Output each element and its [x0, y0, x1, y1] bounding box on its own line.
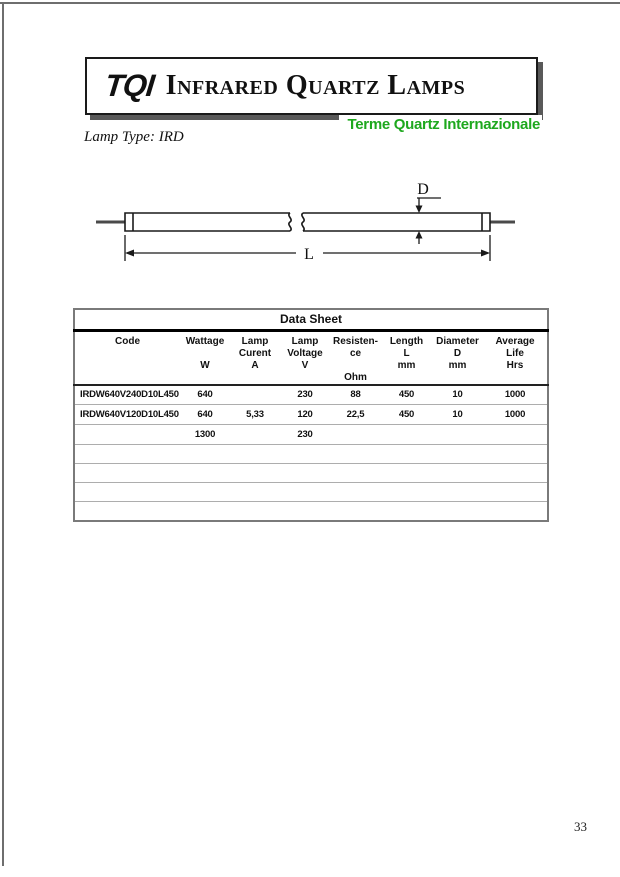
- table-row: [74, 425, 548, 445]
- table-row-empty: [74, 502, 548, 521]
- col-header-lamp-voltage: Lamp Voltage V: [280, 330, 330, 385]
- page-border-top: [0, 2, 620, 4]
- col-header-wattage: Wattage W: [180, 330, 230, 385]
- cell-length: 450: [381, 405, 432, 425]
- table-row: [74, 405, 548, 425]
- cell-wattage: 640: [180, 405, 230, 425]
- cell-resistence: [330, 425, 381, 445]
- page-border-left: [2, 2, 4, 866]
- cell-life: 1000: [483, 385, 548, 405]
- lamp-diagram: [93, 180, 518, 265]
- cell-diameter: 10: [432, 385, 483, 405]
- cell-life: 1000: [483, 405, 548, 425]
- table-row-empty: [74, 483, 548, 502]
- tqi-logo: TQI: [103, 68, 156, 103]
- cell-resistence: 88: [330, 385, 381, 405]
- cell-code: [74, 425, 180, 445]
- table-row-empty: [74, 464, 548, 483]
- table-row: [74, 385, 548, 405]
- col-header-length: Length L mm: [381, 330, 432, 385]
- cell-current: [230, 385, 280, 405]
- dimension-l: [125, 235, 490, 263]
- col-header-resistence: Resisten- ce Ohm: [330, 330, 381, 385]
- cell-length: 450: [381, 385, 432, 405]
- cell-code: IRDW640V240D10L450: [74, 385, 180, 405]
- cell-current: 5,33: [230, 405, 280, 425]
- cell-voltage: 230: [280, 385, 330, 405]
- table-title: Data Sheet: [74, 309, 548, 330]
- brand-subtitle: Terme Quartz Internazionale: [339, 115, 542, 134]
- page-number: 33: [574, 819, 587, 834]
- cell-diameter: 10: [432, 405, 483, 425]
- col-header-average-life: Average Life Hrs: [483, 330, 548, 385]
- cell-wattage: 640: [180, 385, 230, 405]
- cell-current: [230, 425, 280, 445]
- header-logo-box: [85, 57, 538, 115]
- cell-voltage: 120: [280, 405, 330, 425]
- page-title: Infrared Quartz Lamps: [165, 70, 466, 101]
- cell-length: [381, 425, 432, 445]
- lamp-type-label: Lamp Type: IRD: [84, 129, 184, 145]
- table-row-empty: [74, 445, 548, 464]
- col-header-code: Code: [74, 330, 180, 385]
- cell-life: [483, 425, 548, 445]
- cell-wattage: 1300: [180, 425, 230, 445]
- dimension-l-label: L: [304, 246, 314, 263]
- cell-code: IRDW640V120D10L450: [74, 405, 180, 425]
- dimension-d-label: D: [417, 181, 429, 198]
- data-sheet-table: [73, 308, 549, 522]
- cell-voltage: 230: [280, 425, 330, 445]
- cell-diameter: [432, 425, 483, 445]
- col-header-lamp-current: Lamp Curent A: [230, 330, 280, 385]
- col-header-diameter: Diameter D mm: [432, 330, 483, 385]
- lamp-tube: [125, 213, 490, 231]
- cell-resistence: 22,5: [330, 405, 381, 425]
